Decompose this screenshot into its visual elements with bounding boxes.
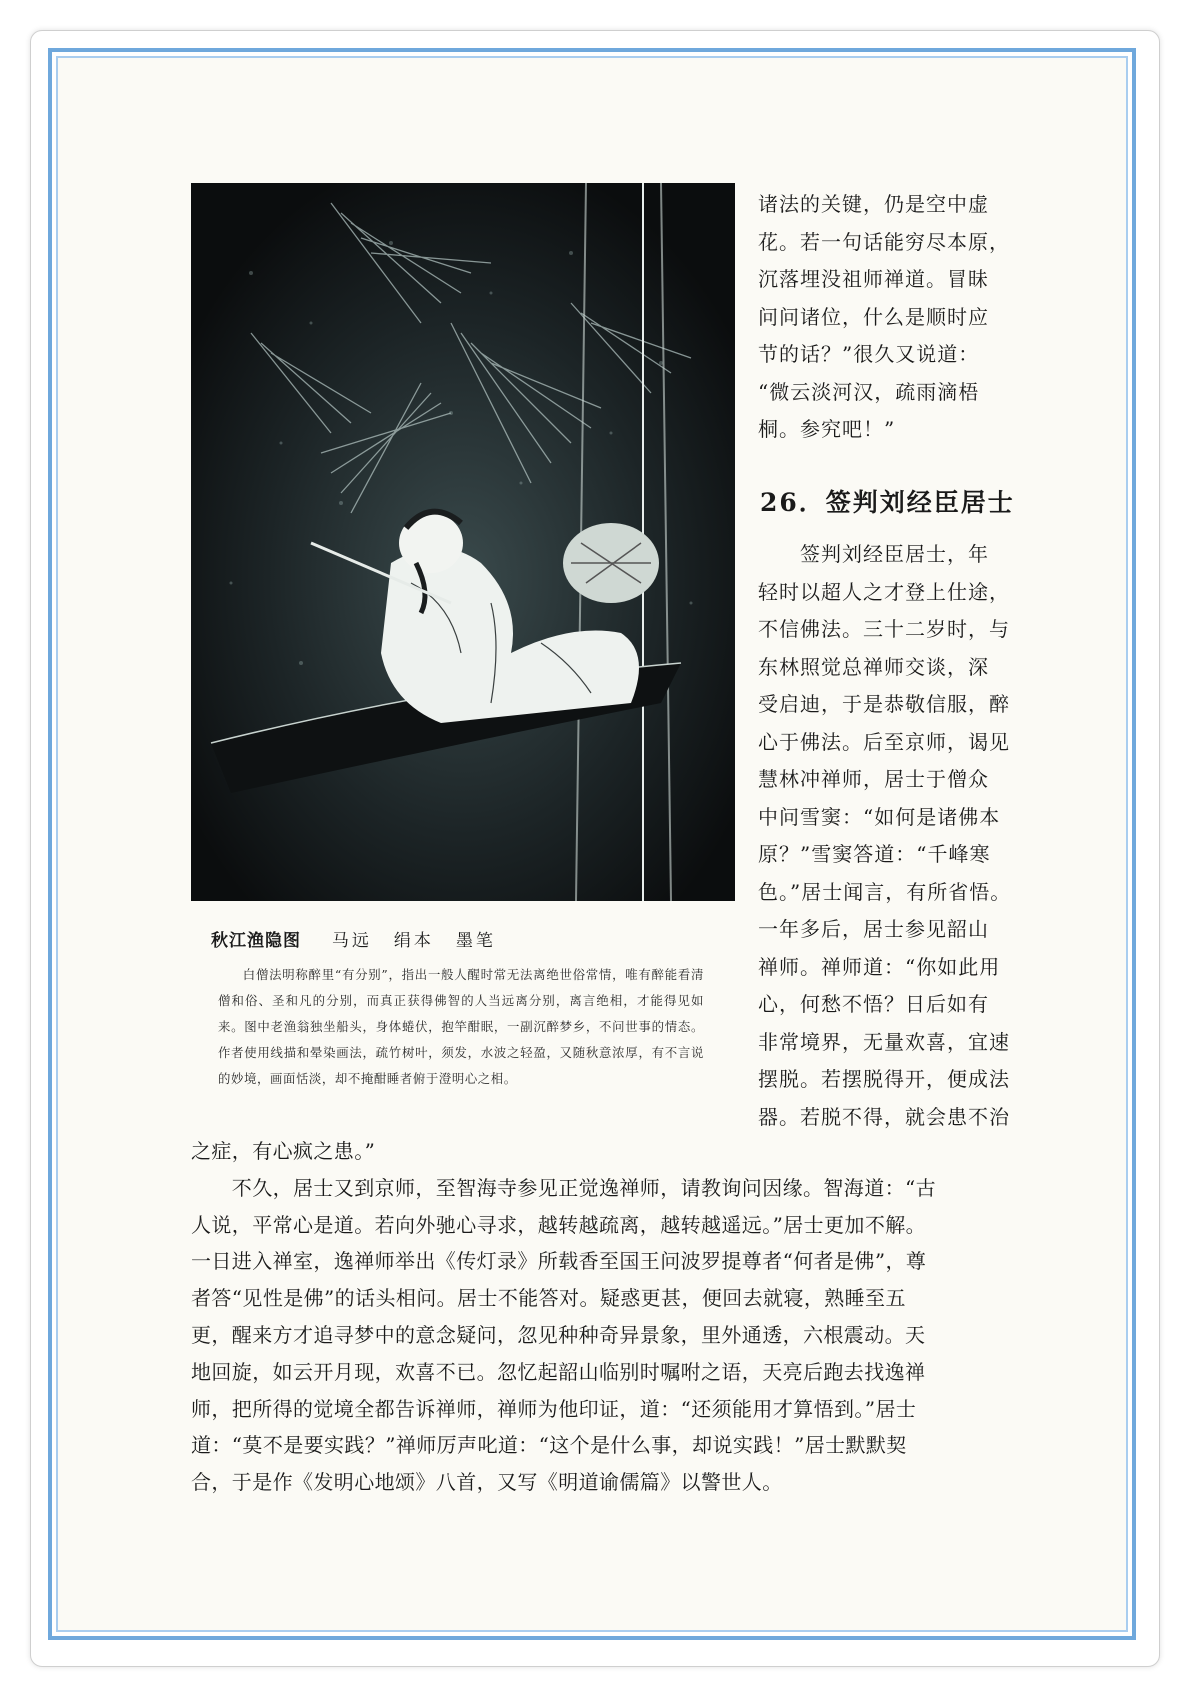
right-column-text [758, 186, 1020, 449]
caption-meta [332, 931, 518, 951]
text-line: 一日进入禅室，逸禅师举出《传灯录》所载香至国王问波罗提尊者“何者是佛”，尊 [191, 1249, 927, 1274]
text-line: 者答“见性是佛”的话头相问。居士不能答对。疑惑更甚，便回去就寝，熟睡至五 [191, 1286, 906, 1311]
text-line: 地回旋，如云开月现，欢喜不已。忽忆起韶山临别时嘱咐之语，天亮后跑去找逸禅 [191, 1359, 926, 1384]
fisherman-painting-icon [191, 183, 735, 901]
text-line: 道：“莫不是要实践？”禅师厉声叱道：“这个是什么事，却说实践！”居士默默契 [191, 1433, 907, 1458]
text-line: 非常境界，无量欢喜，宜速 [758, 1029, 1010, 1054]
text-line: 桐。参究吧！” [758, 417, 896, 441]
right-column-text-section [758, 536, 1020, 1136]
caption-artist: 马远 [331, 931, 372, 951]
text-line: 师，把所得的觉境全都告诉禅师，禅师为他印证，道：“还须能用才算悟到。”居士 [191, 1396, 917, 1421]
text-line: 心于佛法。后至京师，谒见 [758, 729, 1010, 754]
text-line: 合，于是作《发明心地颂》八首，又写《明道谕儒篇》以警世人。 [191, 1470, 783, 1495]
bottom-paragraph [191, 1133, 1023, 1501]
text-line: 禅师。禅师道：“你如此用 [758, 954, 1001, 979]
text-line: 中问雪窦：“如何是诸佛本 [758, 804, 1001, 829]
caption-technique: 墨笔 [455, 931, 496, 951]
text-line: 慧林冲禅师，居士于僧众 [758, 767, 989, 791]
text-line: 更，醒来方才追寻梦中的意念疑问，忽见种种奇异景象，里外通透，六根震动。天 [191, 1322, 926, 1347]
caption-painting-name: 秋江渔隐图 [211, 931, 301, 951]
text-line: 不信佛法。三十二岁时，与 [758, 617, 1010, 641]
text-line: 沉落埋没祖师禅道。冒昧 [758, 267, 989, 291]
text-line: 不久，居士又到京师，至智海寺参见正觉逸禅师，请教询问因缘。智海道：“古 [191, 1175, 937, 1200]
text-line: 花。若一句话能穷尽本原， [758, 229, 1010, 254]
text-line: 之症，有心疯之患。” [191, 1139, 376, 1163]
painting-caption-body: 白僧法明称醉里“有分别”，指出一般人醒时常无法离绝世俗常情，唯有醉能看清僧和俗、圣和凡的分别，而真正获得佛智的人当远离分别，离言绝相，才能得见如来。图中老渔翁独坐船头，身体蜷伏，抱竿酣眠，一副沉醉梦乡，不问世事的情态。作者使用线描和晕染画法，疏竹树叶，须发，水波之轻盈，又随秋意浓厚，有不言说的妙境，画面恬淡，却不掩酣睡者俯于澄明心之相。 [218, 967, 704, 1086]
text-line: 诸法的关键，仍是空中虚 [758, 192, 989, 216]
text-line: 节的话？”很久又说道： [758, 342, 980, 366]
text-line: 器。若脱不得，就会患不治 [758, 1104, 1010, 1129]
painting-caption-title [211, 926, 518, 951]
caption-medium: 绢本 [393, 931, 434, 951]
text-line: “微云淡河汉，疏雨滴梧 [758, 379, 980, 404]
text-line: 问问诸位，什么是顺时应 [758, 304, 989, 329]
text-line: 原？”雪窦答道：“千峰寒 [758, 842, 991, 866]
text-line: 签判刘经臣居士，年 [758, 542, 989, 566]
text-line: 一年多后，居士参见韶山 [758, 917, 989, 941]
text-line: 轻时以超人之才登上仕途， [758, 579, 1010, 604]
section-heading: 26．签判刘经臣居士 [760, 488, 1015, 517]
text-line: 摆脱。若摆脱得开，便成法 [758, 1067, 1010, 1091]
text-line: 心，何愁不悟？日后如有 [758, 992, 989, 1016]
text-line: 受启迪，于是恭敬信服，醉 [758, 692, 1010, 716]
painting-illustration [191, 183, 735, 901]
text-line: 人说，平常心是道。若向外驰心寻求，越转越疏离，越转越遥远。”居士更加不解。 [191, 1212, 927, 1237]
text-line: 色。”居士闻言，有所省悟。 [758, 879, 1012, 904]
text-line: 东林照觉总禅师交谈，深 [758, 654, 989, 679]
